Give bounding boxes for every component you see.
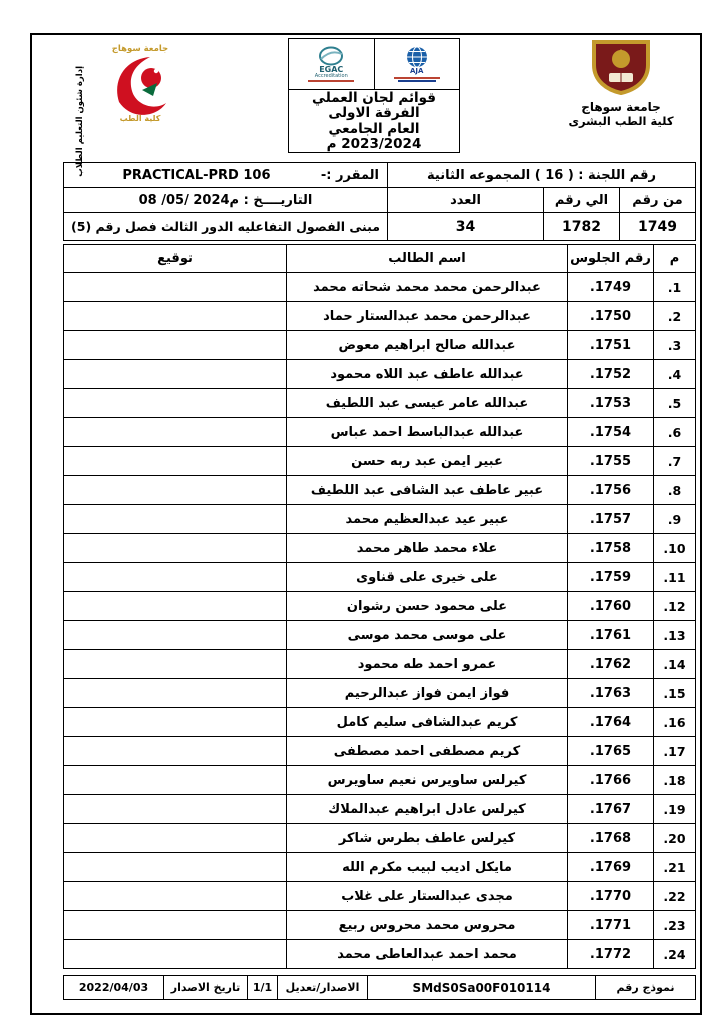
seat-number-cell: 1761. bbox=[568, 621, 654, 650]
seat-number-cell: 1762. bbox=[568, 650, 654, 679]
egac-accreditation-logo bbox=[289, 39, 374, 89]
student-row bbox=[64, 882, 696, 911]
egac-subtitle: Accreditation bbox=[314, 72, 348, 79]
student-name-cell: عبدالله عبدالباسط احمد عباس bbox=[287, 418, 568, 447]
student-row bbox=[64, 650, 696, 679]
student-row bbox=[64, 273, 696, 302]
count-value: 34 bbox=[388, 213, 544, 241]
student-name-cell: كريم مصطفى احمد مصطفى bbox=[287, 737, 568, 766]
signature-cell[interactable] bbox=[64, 418, 287, 447]
serial-cell: 20. bbox=[654, 824, 696, 853]
egac-cert-line bbox=[308, 80, 354, 82]
revision-label: الاصدار/تعديل bbox=[278, 976, 368, 1000]
signature-cell[interactable] bbox=[64, 650, 287, 679]
seat-number-cell: 1750. bbox=[568, 302, 654, 331]
serial-cell: 22. bbox=[654, 882, 696, 911]
student-row bbox=[64, 795, 696, 824]
serial-cell: 23. bbox=[654, 911, 696, 940]
student-row bbox=[64, 708, 696, 737]
seat-number-cell: 1752. bbox=[568, 360, 654, 389]
student-name-cell: عبير عاطف عبد الشافى عبد اللطيف bbox=[287, 476, 568, 505]
student-name-cell: فواز ايمن فواز عبدالرحيم bbox=[287, 679, 568, 708]
seat-number-cell: 1758. bbox=[568, 534, 654, 563]
student-name-cell: كيرلس عادل ابراهيم عبدالملاك bbox=[287, 795, 568, 824]
seat-number-cell: 1759. bbox=[568, 563, 654, 592]
seat-number-cell: 1765. bbox=[568, 737, 654, 766]
university-identity bbox=[552, 37, 690, 128]
committee-info-table bbox=[63, 162, 696, 241]
aja-title: AJA bbox=[410, 67, 424, 76]
seat-number-cell: 1756. bbox=[568, 476, 654, 505]
student-name-cell: مجدى عبدالستار على غلاب bbox=[287, 882, 568, 911]
egac-title: EGAC bbox=[319, 64, 344, 74]
student-table-header-row bbox=[64, 245, 696, 273]
student-name-cell: عبدالله صالح ابراهيم معوض bbox=[287, 331, 568, 360]
seat-number-cell: 1751. bbox=[568, 331, 654, 360]
aja-cert-line-2 bbox=[398, 80, 436, 82]
seat-number-cell: 1771. bbox=[568, 911, 654, 940]
serial-cell: 19. bbox=[654, 795, 696, 824]
signature-cell[interactable] bbox=[64, 302, 287, 331]
student-name-cell: على خيرى على قناوى bbox=[287, 563, 568, 592]
signature-cell[interactable] bbox=[64, 389, 287, 418]
seat-number-cell: 1754. bbox=[568, 418, 654, 447]
signature-cell[interactable] bbox=[64, 447, 287, 476]
student-name-cell: كيرلس ساويرس نعيم ساويرس bbox=[287, 766, 568, 795]
serial-cell: 12. bbox=[654, 592, 696, 621]
date-cell bbox=[64, 188, 388, 213]
student-row bbox=[64, 592, 696, 621]
university-name: جامعة سوهاج bbox=[581, 100, 661, 114]
serial-cell: 5. bbox=[654, 389, 696, 418]
student-row bbox=[64, 853, 696, 882]
title-line-2: الفرقة الاولى bbox=[328, 105, 420, 122]
seat-number-cell: 1766. bbox=[568, 766, 654, 795]
signature-cell[interactable] bbox=[64, 476, 287, 505]
issue-date-label: تاريخ الاصدار bbox=[164, 976, 248, 1000]
revision-value: 1/1 bbox=[248, 976, 278, 1000]
aja-globe-icon bbox=[405, 46, 429, 68]
serial-cell: 10. bbox=[654, 534, 696, 563]
department-vertical-text: إدارة شئون التعليم الطلاب bbox=[75, 66, 85, 177]
student-name-cell: عبير ايمن عبد ربه حسن bbox=[287, 447, 568, 476]
student-row bbox=[64, 447, 696, 476]
serial-cell: 2. bbox=[654, 302, 696, 331]
seat-number-cell: 1755. bbox=[568, 447, 654, 476]
signature-cell[interactable] bbox=[64, 360, 287, 389]
student-name-cell: محروس محمد محروس ربيع bbox=[287, 911, 568, 940]
page-frame bbox=[30, 33, 702, 1015]
student-row bbox=[64, 418, 696, 447]
seat-number-cell: 1767. bbox=[568, 795, 654, 824]
student-name-cell: علاء محمد طاهر محمد bbox=[287, 534, 568, 563]
serial-cell: 15. bbox=[654, 679, 696, 708]
student-name-cell: كيرلس عاطف بطرس شاكر bbox=[287, 824, 568, 853]
student-name-cell: عبدالرحمن محمد محمد شحاته محمد bbox=[287, 273, 568, 302]
student-name-cell: على محمود حسن رشوان bbox=[287, 592, 568, 621]
committee-number-cell: رقم اللجنة : ( 16 ) المجموعه الثانية bbox=[388, 163, 696, 188]
signature-cell[interactable] bbox=[64, 737, 287, 766]
date-label: التاريــــخ : bbox=[243, 192, 313, 208]
student-row bbox=[64, 360, 696, 389]
student-name-cell: عبدالرحمن محمد عبدالستار حماد bbox=[287, 302, 568, 331]
egac-globe-icon bbox=[318, 46, 344, 66]
to-number-label: الي رقم bbox=[544, 188, 620, 213]
student-row bbox=[64, 621, 696, 650]
serial-cell: 18. bbox=[654, 766, 696, 795]
faculty-logo-icon bbox=[98, 38, 183, 129]
signature-cell[interactable] bbox=[64, 853, 287, 882]
student-row bbox=[64, 302, 696, 331]
accreditation-logos-row bbox=[288, 38, 460, 90]
student-row bbox=[64, 940, 696, 969]
signature-cell[interactable] bbox=[64, 708, 287, 737]
from-number-label: من رقم bbox=[620, 188, 696, 213]
faculty-name: كلية الطب البشرى bbox=[568, 114, 674, 128]
exam-location: مبنى الفصول التفاعليه الدور الثالث فصل رقم (5) bbox=[64, 213, 388, 241]
header-center-box bbox=[288, 38, 460, 153]
student-row bbox=[64, 389, 696, 418]
serial-column-header: م bbox=[654, 245, 696, 273]
seat-number-cell: 1769. bbox=[568, 853, 654, 882]
student-row bbox=[64, 534, 696, 563]
student-name-cell: مايكل اديب لبيب مكرم الله bbox=[287, 853, 568, 882]
signature-cell[interactable] bbox=[64, 766, 287, 795]
student-name-cell: محمد احمد عبدالعاطى محمد bbox=[287, 940, 568, 969]
serial-cell: 9. bbox=[654, 505, 696, 534]
aja-accreditation-logo bbox=[374, 39, 460, 89]
seat-number-cell: 1770. bbox=[568, 882, 654, 911]
serial-cell: 16. bbox=[654, 708, 696, 737]
serial-cell: 17. bbox=[654, 737, 696, 766]
seat-number-cell: 1772. bbox=[568, 940, 654, 969]
serial-cell: 4. bbox=[654, 360, 696, 389]
signature-cell[interactable] bbox=[64, 882, 287, 911]
form-number-label: نموذج رقم bbox=[596, 976, 696, 1000]
date-value: 08 /05/ 2024م bbox=[138, 192, 240, 208]
serial-cell: 11. bbox=[654, 563, 696, 592]
signature-cell[interactable] bbox=[64, 331, 287, 360]
seat-number-cell: 1763. bbox=[568, 679, 654, 708]
student-row bbox=[64, 563, 696, 592]
student-row bbox=[64, 476, 696, 505]
title-line-1: قوائم لجان العملي bbox=[312, 89, 436, 106]
serial-cell: 7. bbox=[654, 447, 696, 476]
serial-cell: 8. bbox=[654, 476, 696, 505]
seat-number-cell: 1760. bbox=[568, 592, 654, 621]
signature-cell[interactable] bbox=[64, 563, 287, 592]
student-name-cell: عبير عيد عبدالعظيم محمد bbox=[287, 505, 568, 534]
title-line-3: العام الجامعي 2023/2024 م bbox=[326, 120, 422, 152]
issue-date-value: 2022/04/03 bbox=[64, 976, 164, 1000]
seat-number-cell: 1768. bbox=[568, 824, 654, 853]
signature-cell[interactable] bbox=[64, 824, 287, 853]
student-row bbox=[64, 505, 696, 534]
student-row bbox=[64, 679, 696, 708]
serial-cell: 21. bbox=[654, 853, 696, 882]
signature-cell[interactable] bbox=[64, 621, 287, 650]
form-number-value: SMdS0Sa00F010114 bbox=[368, 976, 596, 1000]
form-footer-table bbox=[63, 975, 696, 1000]
signature-cell[interactable] bbox=[64, 679, 287, 708]
student-row bbox=[64, 911, 696, 940]
seat-number-cell: 1749. bbox=[568, 273, 654, 302]
student-name-cell: كريم عبدالشافى سليم كامل bbox=[287, 708, 568, 737]
course-label: المقرر :- bbox=[320, 167, 379, 183]
seat-number-cell: 1757. bbox=[568, 505, 654, 534]
student-name-cell: عبدالله عاطف عبد اللاه محمود bbox=[287, 360, 568, 389]
serial-cell: 6. bbox=[654, 418, 696, 447]
serial-cell: 13. bbox=[654, 621, 696, 650]
signature-cell[interactable] bbox=[64, 505, 287, 534]
signature-column-header: توقيع bbox=[64, 245, 287, 273]
student-list-table bbox=[63, 244, 696, 969]
course-cell bbox=[64, 163, 388, 188]
student-row bbox=[64, 737, 696, 766]
faculty-logo-top-text: جامعة سوهاج bbox=[111, 44, 169, 54]
student-table-body bbox=[64, 273, 696, 969]
university-shield-icon bbox=[589, 37, 653, 95]
faculty-logo-bottom-text: كلية الطب bbox=[119, 114, 161, 123]
student-name-cell: عبدالله عامر عيسى عبد اللطيف bbox=[287, 389, 568, 418]
student-name-cell: على موسى محمد موسى bbox=[287, 621, 568, 650]
course-value: PRACTICAL-PRD 106 bbox=[122, 167, 271, 183]
seat-number-cell: 1753. bbox=[568, 389, 654, 418]
serial-cell: 1. bbox=[654, 273, 696, 302]
student-row bbox=[64, 331, 696, 360]
serial-cell: 3. bbox=[654, 331, 696, 360]
seat-number-column-header: رقم الجلوس bbox=[568, 245, 654, 273]
signature-cell[interactable] bbox=[64, 940, 287, 969]
serial-cell: 24. bbox=[654, 940, 696, 969]
student-name-cell: عمرو احمد طه محمود bbox=[287, 650, 568, 679]
student-row bbox=[64, 824, 696, 853]
seat-number-cell: 1764. bbox=[568, 708, 654, 737]
signature-cell[interactable] bbox=[64, 592, 287, 621]
signature-cell[interactable] bbox=[64, 273, 287, 302]
to-number-value: 1782 bbox=[544, 213, 620, 241]
count-label: العدد bbox=[388, 188, 544, 213]
student-name-column-header: اسم الطالب bbox=[287, 245, 568, 273]
aja-cert-line-1 bbox=[394, 77, 440, 79]
signature-cell[interactable] bbox=[64, 911, 287, 940]
student-row bbox=[64, 766, 696, 795]
serial-cell: 14. bbox=[654, 650, 696, 679]
from-number-value: 1749 bbox=[620, 213, 696, 241]
document-title-box bbox=[288, 90, 460, 153]
signature-cell[interactable] bbox=[64, 534, 287, 563]
signature-cell[interactable] bbox=[64, 795, 287, 824]
